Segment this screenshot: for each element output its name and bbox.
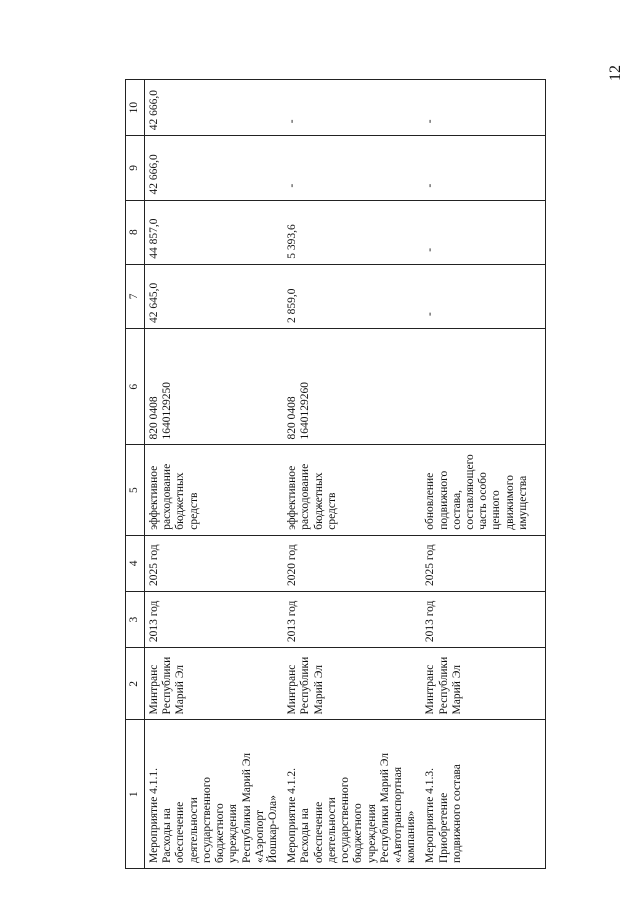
result-cell: эффективное расходование бюджетных средств (145, 445, 284, 535)
value-cell: 2 859,0 (283, 264, 421, 328)
value-cell: - (283, 80, 421, 136)
activity-cell: Мероприятие 4.1.3. Приобретение подвижного состава (421, 720, 545, 869)
column-header: 10 (126, 80, 145, 136)
column-header: 3 (126, 591, 145, 647)
value-cell: - (421, 136, 545, 200)
end-year-cell: 2025 год (421, 535, 545, 591)
value-cell: - (421, 200, 545, 264)
activity-cell: Мероприятие 4.1.1. Расходы на обеспечение деятельности государственного бюджетного учреждения Республики Марий Эл «Аэропорт Йошкар-Ола» (145, 720, 284, 869)
end-year-cell: 2025 год (145, 535, 284, 591)
page-number: 12 (607, 65, 624, 81)
result-cell: эффективное расходование бюджетных средств (283, 445, 421, 535)
budget-code-cell: 820 0408 1640129260 (283, 329, 421, 445)
document-sheet (125, 79, 529, 869)
start-year-cell: 2013 год (145, 591, 284, 647)
column-header: 2 (126, 648, 145, 720)
column-header: 5 (126, 445, 145, 535)
budget-code-cell: 820 0408 1640129250 (145, 329, 284, 445)
table-row (283, 80, 421, 869)
table-row (145, 80, 284, 869)
activities-table (125, 79, 546, 869)
start-year-cell: 2013 год (283, 591, 421, 647)
column-header: 9 (126, 136, 145, 200)
header-row (126, 80, 145, 869)
column-header: 8 (126, 200, 145, 264)
value-cell: 42 666,0 (145, 80, 284, 136)
column-header: 7 (126, 264, 145, 328)
value-cell: 5 393,6 (283, 200, 421, 264)
column-header: 1 (126, 720, 145, 869)
end-year-cell: 2020 год (283, 535, 421, 591)
start-year-cell: 2013 год (421, 591, 545, 647)
executor-cell: Минтранс Республики Марий Эл (421, 648, 545, 720)
value-cell: 44 857,0 (145, 200, 284, 264)
table-row (421, 80, 545, 869)
budget-code-cell (421, 329, 545, 445)
activity-cell: Мероприятие 4.1.2. Расходы на обеспечение деятельности государственного бюджетного учреждения Республики Марий Эл «Автотранспортная компания» (283, 720, 421, 869)
value-cell: 42 645,0 (145, 264, 284, 328)
result-cell: обновление подвижного состава, составляющего часть особо ценного движимого имущества (421, 445, 545, 535)
value-cell: - (421, 264, 545, 328)
column-header: 4 (126, 535, 145, 591)
value-cell: 42 666,0 (145, 136, 284, 200)
executor-cell: Минтранс Республики Марий Эл (145, 648, 284, 720)
column-header: 6 (126, 329, 145, 445)
value-cell: - (283, 136, 421, 200)
value-cell: - (421, 80, 545, 136)
executor-cell: Минтранс Республики Марий Эл (283, 648, 421, 720)
